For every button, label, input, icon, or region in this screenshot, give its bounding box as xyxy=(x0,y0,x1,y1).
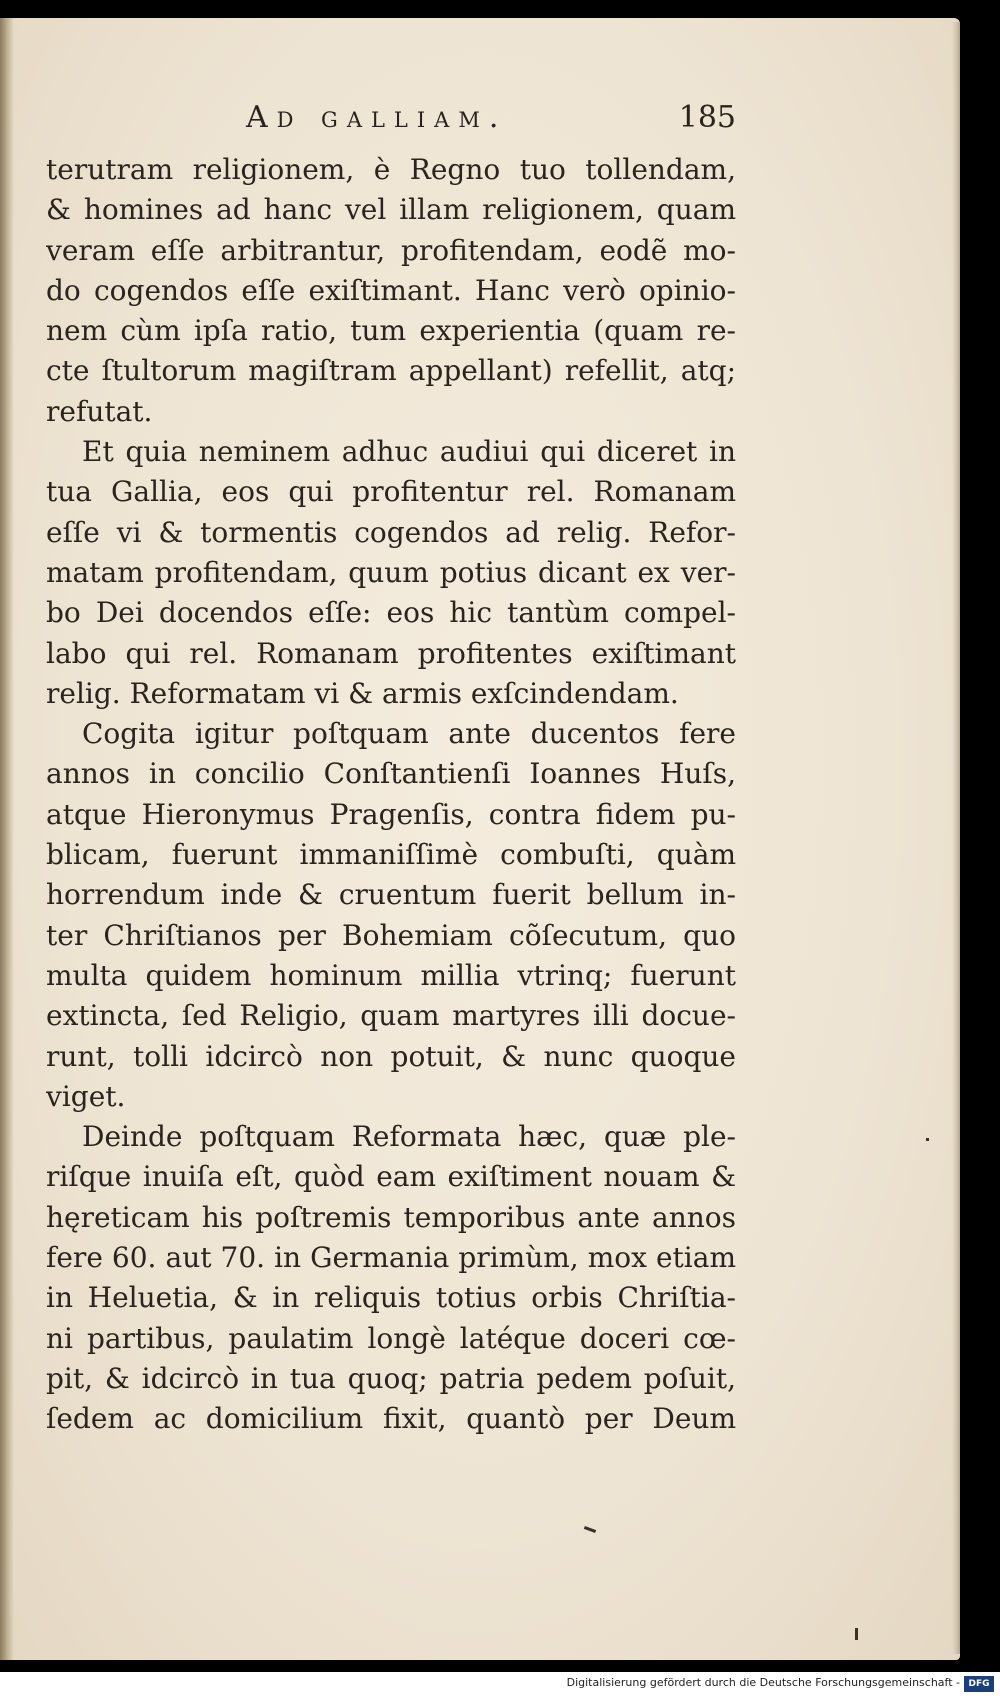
text-line: in Heluetia, & in reliquis totius orbis Chriſtia- xyxy=(46,1281,736,1315)
text-line: relig. Reformatam vi & armis exſcindendam. xyxy=(46,676,679,710)
text-line: eſſe vi & tormentis cogendos ad relig. Refor- xyxy=(46,515,736,549)
footer-credit: Digitalisierung gefördert durch die Deutsche Forschungsgemeinschaft - xyxy=(566,1676,960,1689)
spine-shadow xyxy=(0,18,14,1660)
text-line: atque Hieronymus Pragenſis, contra fidem pu- xyxy=(46,797,736,831)
running-head: Ad galliam. xyxy=(246,100,508,135)
paper-speck xyxy=(926,1138,929,1141)
text-line: viget. xyxy=(46,1079,126,1113)
text-line: ſedem ac domicilium fixit, quantò per Deum xyxy=(46,1402,736,1436)
text-line: hęreticam his poſtremis temporibus ante annos xyxy=(46,1200,736,1234)
text-line: annos in concilio Conſtantienſi Ioannes Huſs, xyxy=(46,757,736,791)
text-line: multa quidem hominum millia vtrinq; fuerunt xyxy=(46,958,736,992)
text-line: ni partibus, paulatim longè latéque doceri cœ- xyxy=(46,1321,736,1355)
text-line: extincta, ſed Religio, quam martyres illi docue- xyxy=(46,999,736,1033)
page-header xyxy=(46,100,736,144)
body-text xyxy=(46,150,736,1440)
text-line: ter Chriſtianos per Bohemiam cõſecutum, quo xyxy=(46,918,736,952)
text-line: riſque inuiſa eſt, quòd eam exiſtiment nouam & xyxy=(46,1160,736,1194)
text-line: horrendum inde & cruentum fuerit bellum in- xyxy=(46,878,736,912)
text-line: labo qui rel. Romanam profitentes exiſtimant xyxy=(46,636,736,670)
text-line: veram eſſe arbitrantur, profitendam, eodẽ mo- xyxy=(46,233,736,267)
text-line: do cogendos eſſe exiſtimant. Hanc verò opinio- xyxy=(46,273,736,307)
paper-speck xyxy=(855,1628,858,1640)
text-line: blicam, fuerunt immaniſſimè combuſti, quàm xyxy=(46,838,736,872)
text-line: terutram religionem, è Regno tuo tollendam, xyxy=(46,153,736,186)
text-line: refutat. xyxy=(46,394,153,428)
text-line: & homines ad hanc vel illam religionem, quam xyxy=(46,193,736,227)
digitization-footer xyxy=(0,1672,1000,1698)
page-number: 185 xyxy=(678,100,736,135)
text-line: Deinde poſtquam Reformata hæc, quæ ple- xyxy=(82,1120,736,1154)
text-line: Cogita igitur poſtquam ante ducentos fere xyxy=(82,717,736,751)
page-edge xyxy=(952,22,960,1654)
text-line: Et quia neminem adhuc audiui qui diceret in xyxy=(82,435,736,469)
dfg-logo: DFG xyxy=(964,1676,994,1692)
text-line: matam profitendam, quum potius dicant ex ver- xyxy=(46,555,736,589)
text-line: cte ſtultorum magiſtram appellant) refellit, atq; xyxy=(46,354,736,388)
text-line: nem cùm ipſa ratio, tum experientia (quam re- xyxy=(46,314,736,348)
text-line: runt, tolli idcircò non potuit, & nunc quoque xyxy=(46,1039,736,1073)
text-line: pit, & idcircò in tua quoq; patria pedem poſuit, xyxy=(46,1361,736,1395)
text-line: bo Dei docendos eſſe: eos hic tantùm compel- xyxy=(46,596,736,630)
text-line: fere 60. aut 70. in Germania primùm, mox etiam xyxy=(46,1241,736,1275)
text-line: tua Gallia, eos qui profitentur rel. Romanam xyxy=(46,475,736,509)
